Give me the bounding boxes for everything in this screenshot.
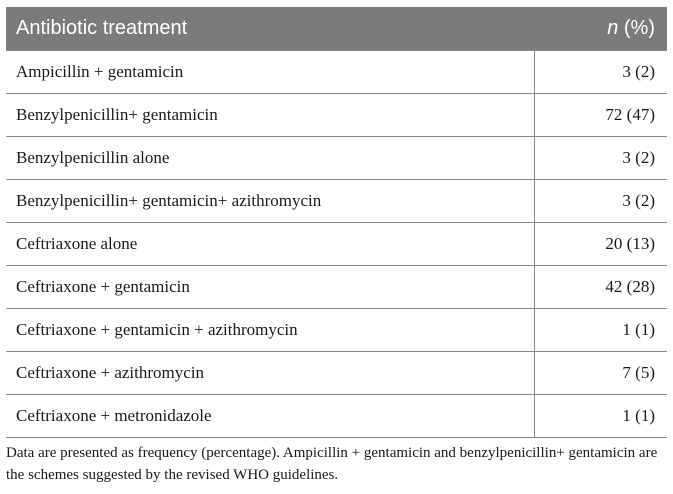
treatment-cell: Ceftriaxone + gentamicin + azithromycin: [6, 309, 535, 352]
table-row: [6, 223, 667, 266]
table-header-row: [6, 7, 667, 51]
treatment-cell: Ceftriaxone + azithromycin: [6, 352, 535, 395]
count-cell: 3 (2): [535, 51, 668, 94]
table-row: [6, 395, 667, 438]
table-row: [6, 309, 667, 352]
header-n-percent: [535, 7, 668, 51]
treatment-cell: Ceftriaxone + metronidazole: [6, 395, 535, 438]
table-row: [6, 51, 667, 94]
header-n-symbol: n: [607, 17, 619, 39]
table-row: [6, 94, 667, 137]
count-cell: 72 (47): [535, 94, 668, 137]
count-cell: 42 (28): [535, 266, 668, 309]
table-row: [6, 137, 667, 180]
header-percent-label: (%): [618, 17, 655, 39]
treatment-cell: Ampicillin + gentamicin: [6, 51, 535, 94]
table-row: [6, 266, 667, 309]
treatment-cell: Benzylpenicillin+ gentamicin: [6, 94, 535, 137]
treatment-cell: Ceftriaxone alone: [6, 223, 535, 266]
table-footnote: Data are presented as frequency (percentage). Ampicillin + gentamicin and benzylpenicillin+ gentamicin are the schemes suggested by the revised WHO guidelines.: [6, 445, 658, 483]
header-antibiotic-treatment: Antibiotic treatment: [6, 7, 535, 51]
count-cell: 1 (1): [535, 395, 668, 438]
antibiotic-treatment-table: [6, 7, 667, 438]
count-cell: 3 (2): [535, 180, 668, 223]
count-cell: 3 (2): [535, 137, 668, 180]
table-row: [6, 352, 667, 395]
antibiotic-table-container: [6, 7, 667, 438]
treatment-cell: Ceftriaxone + gentamicin: [6, 266, 535, 309]
count-cell: 20 (13): [535, 223, 668, 266]
treatment-cell: Benzylpenicillin alone: [6, 137, 535, 180]
treatment-cell: Benzylpenicillin+ gentamicin+ azithromycin: [6, 180, 535, 223]
count-cell: 7 (5): [535, 352, 668, 395]
count-cell: 1 (1): [535, 309, 668, 352]
table-row: [6, 180, 667, 223]
